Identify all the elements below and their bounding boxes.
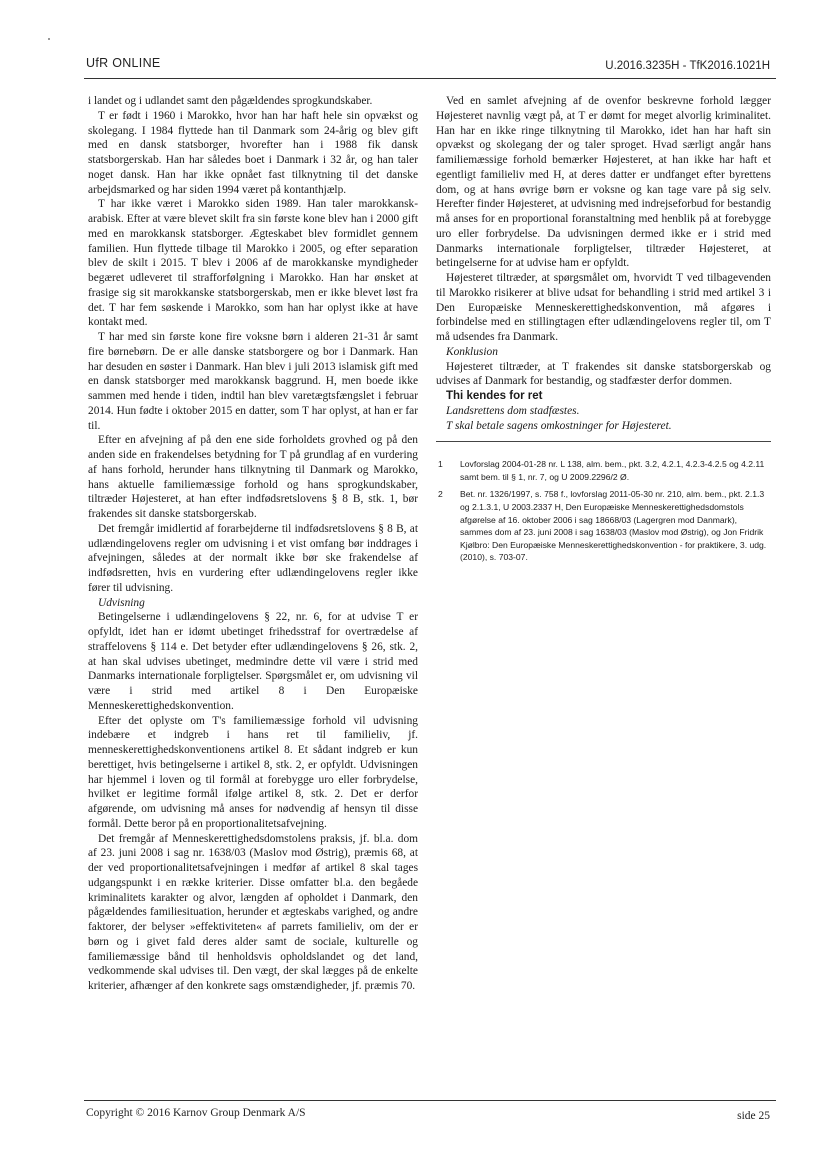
header-brand: UfR ONLINE [86,56,161,70]
paragraph: Højesteret tiltræder, at T frakendes sit danske statsborgerskab og udvises af Danmark for bestandig, og stadfæster derfor dommen. [436,360,771,388]
footnote-number: 2 [438,489,443,500]
paragraph: Det fremgår imidlertid af forarbejderne til indfødsretslovens § 8 B, at udlændingelovens regler om udvisning i et vist omfang bør inddrages i afvejningen, således at der normalt ikke bør ske frakendelse af indfødsretten, hvis en vurdering efter udlændingelovens regler ikke fører til udvisning. [88,522,418,594]
paragraph: T har med sin første kone fire voksne børn i alderen 21-31 år samt fire børnebørn. De er alle danske statsborgere og bor i Danmark. Han har desuden en søster i Danmark. Han blev i juli 2013 islamisk gift med en dansk statsborger med marokkansk baggrund. H, men boede ikke sammen med hende i tiden, indtil han blev varetægtsfængslet i februar 2014. Hun fødte i oktober 2015 en datter, som T har oplyst, at han er far til. [88,331,418,432]
footnote-text: Lovforslag 2004-01-28 nr. L 138, alm. bem., pkt. 3.2, 4.2.1, 4.2.3-4.2.5 og 4.2.11 samt bem. til § 1, nr. 7, og U 2009.2296/2 Ø. [460,459,765,482]
verdict-line: T skal betale sagens omkostninger for Højesteret. [446,419,672,432]
footnote-number: 1 [438,459,443,470]
scan-speck [48,38,50,40]
footnote [436,488,771,564]
header-rule [84,78,776,79]
paragraph: T er født i 1960 i Marokko, hvor han har haft hele sin opvækst og skolegang. I 1984 flyttede han til Danmark som 24-årig og blev gift med en dansk statsborger, hvorefter han i 1988 fik dansk statsborgerskab. Han har således boet i Danmark i 32 år, og han taler noget dansk. Han har ikke opnået fast tilknytning til det danske arbejdsmarked og har siden 1994 været på kontanthjælp. [88,109,418,196]
footnote-rule [436,441,771,442]
right-column [436,94,771,569]
footnote-text: Bet. nr. 1326/1997, s. 758 f., lovforslag 2011-05-30 nr. 210, alm. bem., pkt. 2.1.3 og 2.1.3.1, U 2003.2337 H, Den Europæiske Menneskerettighedsdomstols afgørelse af 16. oktober 2006 i sag 18668/03 (Lagergren mod Danmark), sammes dom af 23. juni 2008 i sag 1638/03 (Maslov mod Østrig), og Jon Fridrik Kjølbro: Den Europæiske Menneskerettighedskonvention - for praktikere, 3. udg. (2010), s. 703-07. [460,489,767,563]
paragraph: Det fremgår af Menneskerettighedsdomstolens praksis, jf. bl.a. dom af 23. juni 2008 i sag nr. 1638/03 (Maslov mod Østrig), præmis 68, at der ved proportionalitetsafvejningen i medfør af artikel 8 skal tages udgangspunkt i en række kriterier. Disse omfatter bl.a. den begåede kriminalitets karakter og alvor, længden af opholdet i Danmark, den pågældendes familiesituation, herunder et ægteskabs varighed, og andre faktorer, der belyser »effektiviteten« af parrets familieliv, om der er børn og i givet fald deres alder samt de sociale, kulturelle og familiemæssige bånd til henholdsvis opholdslandet og det land, vedkommende skal udvises til. Den vægt, der skal lægges på de enkelte kriterier, afhænger af den konkrete sags omstændigheder, jf. præmis 70. [88,832,418,992]
paragraph: T har ikke været i Marokko siden 1989. Han taler marokkansk-arabisk. Efter at være blevet skilt fra sin første kone blev han i 2000 gift med en marokkansk statsborger. Ægteskabet blev formidlet gennem familien. Hun flyttede tilbage til Marokko i 2005, og efter separation blev de skilt i 2015. T blev i 2006 af de marokkanske myndigheder begæret udleveret til strafforfølgning i Marokko. Han har ønsket at frasige sig sit marokkanske statsborgerskab, men er ikke blevet løst fra det. T har fem søskende i Marokko, som han har oplyst ikke at have kontakt med. [88,198,418,329]
paragraph: Højesteret tiltræder, at spørgsmålet om, hvorvidt T ved tilbagevenden til Marokko risikerer at blive udsat for behandling i strid med artikel 3 i Den Europæiske Menneskerettighedskonvention, må afgøres i forbindelse med en stillingtagen efter udlændingelovens regler til, om T må udsendes fra Danmark. [436,272,771,343]
header-reference: U.2016.3235H - TfK2016.1021H [605,60,770,72]
footer-page-number: side 25 [737,1110,770,1122]
footnote [436,458,771,483]
paragraph: i landet og i udlandet samt den pågældendes sprogkundskaber. [88,95,373,107]
left-column [88,94,418,994]
paragraph: Ved en samlet afvejning af de ovenfor beskrevne forhold lægger Højesteret navnlig vægt på, at T er dømt for meget alvorlig kriminalitet. Han har en ikke ringe tilknytning til Marokko, idet han har haft sin opvækst og skolegang der og taler sproget. Hvad særligt angår hans familiemæssige forhold bemærker Højesteret, at han ikke har haft et egentligt familieliv med H, at deres datter er undfanget efter byrettens dom, og at hans øvrige børn er voksne og kan tage vare på sig selv. Herefter finder Højesteret, at udvisning med indrejseforbud for bestandig må anses for en proportional foranstaltning med henblik på at forebygge uro eller forbrydelse. Da udvisningen dermed ikke er i strid med Danmarks internationale forpligtelser, tiltræder Højesteret, at betingelserne for at udvise ham er opfyldt. [436,95,771,270]
verdict-heading: Thi kendes for ret [446,390,543,402]
footer-rule [84,1100,776,1101]
footer-copyright: Copyright © 2016 Karnov Group Denmark A/S [86,1107,306,1119]
paragraph: Efter en afvejning af på den ene side forholdets grovhed og på den anden side en frakendelses betydning for T på grundlag af en vurdering af hans forhold, herunder hans tilknytning til Danmark og Marokko, hans aktuelle familiemæssige forhold og hans sprogkundskaber, tiltræder Højesteret, at han efter indfødsretslovens § 8 B, stk. 1, bør frakendes sit danske statsborgerskab. [88,434,418,520]
paragraph: Efter det oplyste om T's familiemæssige forhold vil udvisning indebære et indgreb i hans ret til familieliv, jf. menneskerettighedskonventionens artikel 8. Et sådant indgreb er kun berettiget, hvis betingelserne i artikel 8, stk. 2, er opfyldt. Udvisningen har hjemmel i loven og til formål at forebygge uro eller forbrydelse, hvilket er legitime formål ifølge artikel 8, stk. 2. Det er derfor afgørende, om udvisning må anses for nødvendig af hensyn til disse formål. Dette beror på en proportionalitetsafvejning. [88,714,418,830]
verdict-line: Landsrettens dom stadfæstes. [446,404,580,417]
section-heading-konklusion: Konklusion [446,345,498,358]
paragraph: Betingelserne i udlændingelovens § 22, nr. 6, for at udvise T er opfyldt, idet han er idømt ubetinget frihedsstraf for overtrædelse af straffelovens § 114 e. Det betyder efter udlændingelovens § 26, stk. 2, at han skal udvises ubetinget, medmindre dette vil være i strid med Danmarks internationale forpligtelser. Spørgsmålet er, om udvisning vil være i strid med artikel 8 i Den Europæiske Menneskerettighedskonvention. [88,611,418,712]
section-heading-udvisning: Udvisning [98,596,145,609]
